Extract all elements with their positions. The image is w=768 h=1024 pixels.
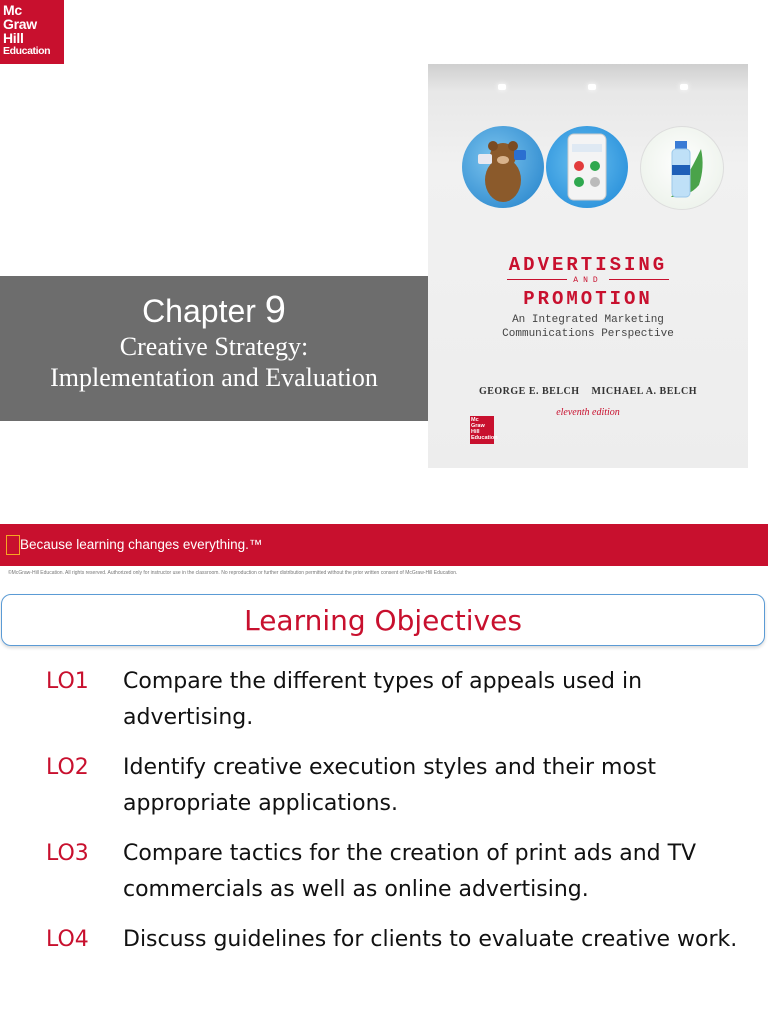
footer-bar (0, 524, 768, 566)
book-logo-line-4: Education (471, 435, 498, 441)
book-subtitle (428, 313, 748, 341)
book-cover-image (428, 64, 748, 468)
objective-code: LO3 (46, 841, 89, 866)
objective-text: Discuss guidelines for clients to evaluate creative work. (123, 927, 738, 952)
chapter-banner (0, 276, 428, 421)
list-item (46, 750, 746, 822)
water-bottle-circle (640, 126, 724, 210)
bear-mascot-icon (462, 126, 544, 208)
book-publisher-logo (470, 416, 498, 444)
mcgraw-hill-logo (0, 0, 64, 64)
learning-objectives-title: Learning Objectives (244, 604, 522, 637)
logo-line-4: Education (3, 45, 51, 57)
book-subtitle-line-2: Communications Perspective (502, 328, 674, 340)
logo-line-2: Graw (3, 16, 37, 32)
objective-code: LO1 (46, 669, 89, 694)
water-bottle-icon (641, 127, 723, 209)
logo-line-3: Hill (3, 30, 24, 46)
chapter-label: Chapter (142, 293, 256, 329)
objective-text: Compare the different types of appeals used in advertising. (123, 669, 643, 730)
footer-tagline: Because learning changes everything.™ (20, 537, 263, 552)
logo-line-1: Mc (3, 2, 22, 18)
book-logo-line-3: Hill (471, 429, 480, 435)
lamp-light (588, 84, 596, 90)
learning-objectives-list (46, 664, 746, 972)
list-item (46, 922, 746, 958)
book-logo-line-1: Mc (471, 417, 479, 423)
objective-code: LO2 (46, 755, 89, 780)
book-edition: eleventh edition (556, 407, 620, 418)
book-authors: GEORGE E. BELCH MICHAEL A. BELCH (478, 386, 698, 397)
lamp-light (498, 84, 506, 90)
objective-text: Compare tactics for the creation of print ads and TV commercials as well as online advertising. (123, 841, 697, 902)
book-title-line-1: ADVERTISING (508, 254, 668, 276)
objective-code: LO4 (46, 927, 89, 952)
book-logo-line-2: Graw (471, 423, 485, 429)
chapter-subtitle-line-1: Creative Strategy: (119, 332, 309, 361)
copyright-notice: ©McGraw-Hill Education. All rights reserved. Authorized only for instructor use in the classroom. No reproduction or further distribution permitted without the prior written consent of McGraw-Hill Education. (8, 570, 458, 576)
list-item (46, 836, 746, 908)
list-item (46, 664, 746, 736)
phone-app-circle (546, 126, 628, 208)
phone-icon (546, 126, 628, 208)
book-title-line-2: PROMOTION (523, 288, 653, 310)
lamp-light (680, 84, 688, 90)
objective-text: Identify creative execution styles and their most appropriate applications. (123, 755, 657, 816)
learning-objectives-header (1, 594, 765, 646)
book-subtitle-line-1: An Integrated Marketing (512, 314, 664, 326)
chapter-subtitle-line-2: Implementation and Evaluation (50, 363, 378, 392)
chapter-heading (0, 290, 428, 331)
book-title-and: AND (428, 276, 748, 285)
bear-mascot-circle (462, 126, 544, 208)
chapter-number: 9 (264, 289, 286, 331)
footer-mark-icon (6, 535, 20, 555)
